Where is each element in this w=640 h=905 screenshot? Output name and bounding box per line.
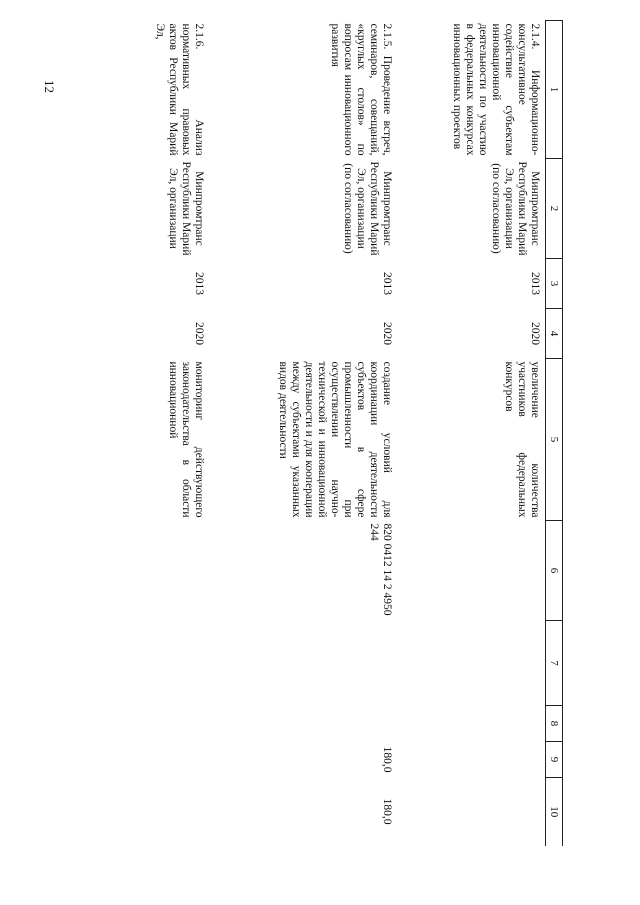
column-number-7: 7 [546,621,563,706]
kbk-cell [131,521,209,621]
start-year-cell: 2013 [381,272,393,295]
value-cell-10 [131,778,209,846]
value-cell-8 [209,706,397,742]
column-number-1: 1 [546,21,563,159]
value-cell-9 [397,742,546,778]
kbk-cell [397,521,546,621]
result-cell: мониторинг действующего законодательства в области инновационной [167,361,205,518]
value-cell-9: 180,0 [381,746,393,773]
column-number-4: 4 [546,309,563,359]
value-cell-8 [397,706,546,742]
activity-cell: 2.1.4. Информационно-консультативное содействие субъектам инновационной деятельности по участию в федеральных конкурсах инновационных проектов [451,23,541,156]
executor-cell: Минпромтранс Республики Марий Эл, организации (по согласованию) [490,161,541,256]
column-number-6: 6 [546,521,563,621]
start-year-cell: 2013 [193,272,205,295]
page-number: 12 [42,80,57,93]
value-cell-7 [131,621,209,706]
end-year-cell: 2020 [381,322,393,345]
executor-cell: Минпромтранс Республики Марий Эл, организации (по согласованию) [342,161,393,256]
table-header [546,21,563,846]
column-number-5: 5 [546,359,563,521]
measures-table [131,20,563,846]
rotated-table-container [138,20,563,845]
column-number-3: 3 [546,259,563,309]
activity-cell: 2.1.5. Проведение встреч, семинаров, совещаний, «круглых столов» по вопросам инновационного развития [329,23,393,156]
start-year-cell: 2013 [529,272,541,295]
kbk-cell: 820 0412 14 2 4950 244 [368,523,393,616]
column-number-8: 8 [546,706,563,742]
executor-cell: Минпромтранс Республики Марий Эл, организации [167,161,205,256]
column-number-9: 9 [546,742,563,778]
table-row [397,21,546,846]
table-row [209,21,397,846]
table-row [131,21,209,846]
result-cell: увеличение количества участников федеральных конкурсов [503,361,541,518]
value-cell-10 [397,778,546,846]
end-year-cell: 2020 [193,322,205,345]
column-number-10: 10 [546,778,563,846]
result-cell: создание условий для координации деятельности субъектов в сфере промышленности при осуществлении научно-технической и инновационной деятельности и для кооперации между субъектами указанных видов деятельности [277,361,393,518]
column-number-2: 2 [546,159,563,259]
value-cell-7 [397,621,546,706]
value-cell-7 [209,621,397,706]
end-year-cell: 2020 [529,322,541,345]
value-cell-8 [131,706,209,742]
activity-cell: 2.1.6. Анализ нормативных правовых актов Республики Марий Эл, [154,23,205,156]
value-cell-9 [131,742,209,778]
value-cell-10: 180,0 [381,798,393,825]
